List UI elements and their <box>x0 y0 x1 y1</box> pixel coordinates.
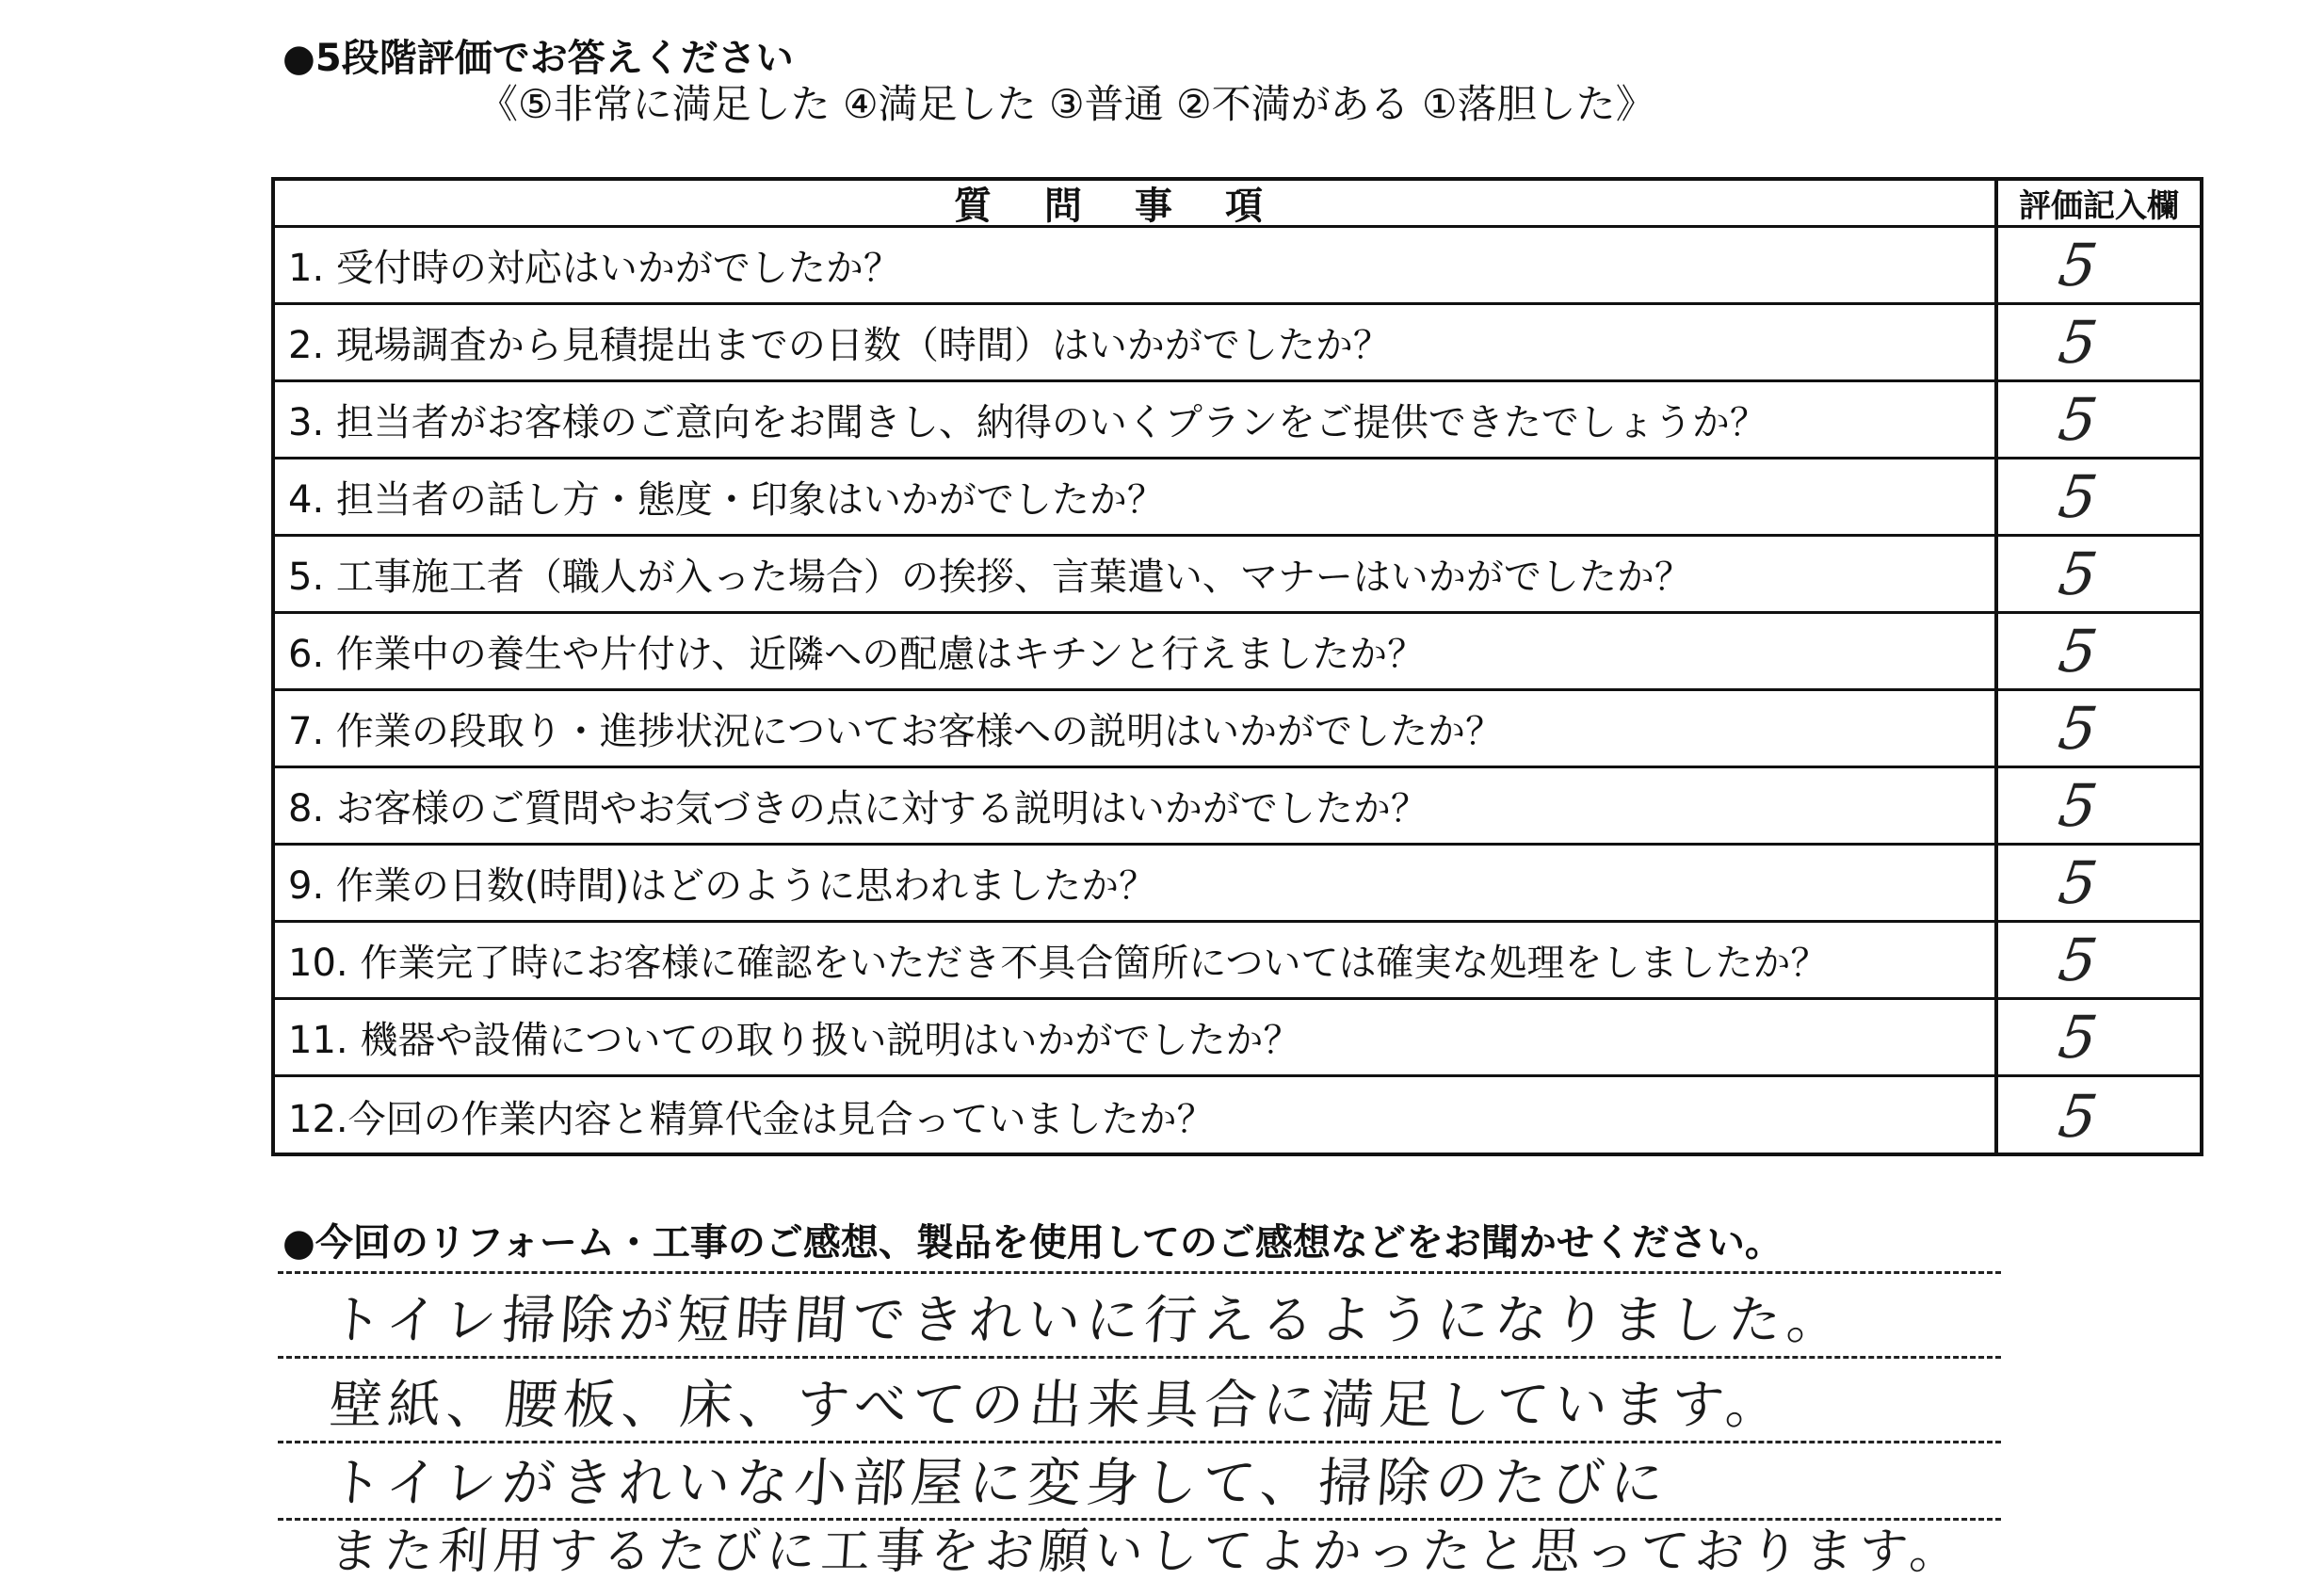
comment-line-divider <box>278 1271 2001 1274</box>
rating-value: 5 <box>2055 771 2102 840</box>
rating-value: 5 <box>2055 1081 2102 1151</box>
question-text: 9. 作業の日数(時間)はどのように思われましたか？ <box>275 846 1998 920</box>
rating-value: 5 <box>2055 462 2102 531</box>
table-row <box>275 691 2200 768</box>
question-text: 11. 機器や設備についての取り扱い説明はいかがでしたか？ <box>275 1000 1998 1074</box>
rating-cell <box>1998 768 2200 843</box>
table-row <box>275 923 2200 1000</box>
rating-scale-legend: 《⑤非常に満足した ④満足した ③普通 ②不満がある ①落胆した》 <box>478 81 1655 127</box>
rating-cell <box>1998 228 2200 302</box>
rating-cell <box>1998 1000 2200 1074</box>
rating-value: 5 <box>2055 617 2102 685</box>
header-question: 質問事項 <box>275 181 1998 225</box>
comment-line: トイレ掃除が短時間できれいに行えるようになりました。 <box>327 1290 1848 1351</box>
comment-line-divider <box>278 1441 2001 1443</box>
question-text: 12.今回の作業内容と精算代金は見合っていましたか？ <box>275 1077 1998 1154</box>
comments-title: ●今回のリフォーム・工事のご感想、製品を使用してのご感想などをお聞かせください。 <box>282 1221 1783 1265</box>
rating-cell <box>1998 691 2200 766</box>
table-row <box>275 537 2200 614</box>
rating-cell <box>1998 846 2200 920</box>
rating-value: 5 <box>2055 694 2102 763</box>
rating-cell <box>1998 537 2200 611</box>
rating-cell <box>1998 1077 2200 1154</box>
survey-table <box>271 177 2203 1156</box>
question-text: 10. 作業完了時にお客様に確認をいただき不具合箇所については確実な処理をしましたか？ <box>275 923 1998 997</box>
header-rating: 評価記入欄 <box>2019 187 2179 225</box>
table-row <box>275 614 2200 691</box>
table-row <box>275 459 2200 537</box>
question-text: 3. 担当者がお客様のご意向をお聞きし、納得のいくプランをご提供できたでしょうか？ <box>275 382 1998 457</box>
table-row <box>275 1077 2200 1154</box>
rating-value: 5 <box>2055 848 2102 917</box>
question-text: 2. 現場調査から見積提出までの日数（時間）はいかがでしたか？ <box>275 305 1998 379</box>
question-text: 1. 受付時の対応はいかがでしたか？ <box>275 228 1998 302</box>
rating-cell <box>1998 382 2200 457</box>
comment-line: また利用するたびに工事をお願いしてよかったと思っております。 <box>327 1524 1966 1580</box>
comment-line-divider <box>278 1356 2001 1359</box>
rating-value: 5 <box>2055 540 2102 608</box>
comment-line-divider <box>278 1518 2001 1521</box>
table-row <box>275 846 2200 923</box>
table-row <box>275 305 2200 382</box>
rating-value: 5 <box>2055 1003 2102 1072</box>
rating-cell <box>1998 459 2200 534</box>
comment-line: 壁紙、腰板、床、すべての出来具合に満足しています。 <box>327 1375 1786 1436</box>
table-row <box>275 1000 2200 1077</box>
table-row <box>275 382 2200 459</box>
table-row <box>275 228 2200 305</box>
rating-value: 5 <box>2055 926 2102 994</box>
table-header-row <box>275 181 2200 228</box>
table-row <box>275 768 2200 846</box>
rating-cell <box>1998 614 2200 688</box>
question-text: 5. 工事施工者（職人が入った場合）の挨拶、言葉遣い、マナーはいかがでしたか？ <box>275 537 1998 611</box>
rating-value: 5 <box>2055 231 2102 299</box>
comment-line: トイレがきれいな小部屋に変身して、掃除のたびに <box>327 1453 1671 1514</box>
rating-value: 5 <box>2055 308 2102 377</box>
question-text: 7. 作業の段取り・進捗状況についてお客様への説明はいかがでしたか？ <box>275 691 1998 766</box>
instruction-title: ●5段階評価でお答えください <box>282 37 794 80</box>
question-text: 4. 担当者の話し方・態度・印象はいかがでしたか？ <box>275 459 1998 534</box>
rating-value: 5 <box>2055 385 2102 454</box>
question-text: 8. お客様のご質問やお気づきの点に対する説明はいかがでしたか？ <box>275 768 1998 843</box>
rating-cell <box>1998 923 2200 997</box>
rating-cell <box>1998 305 2200 379</box>
question-text: 6. 作業中の養生や片付け、近隣への配慮はキチンと行えましたか？ <box>275 614 1998 688</box>
